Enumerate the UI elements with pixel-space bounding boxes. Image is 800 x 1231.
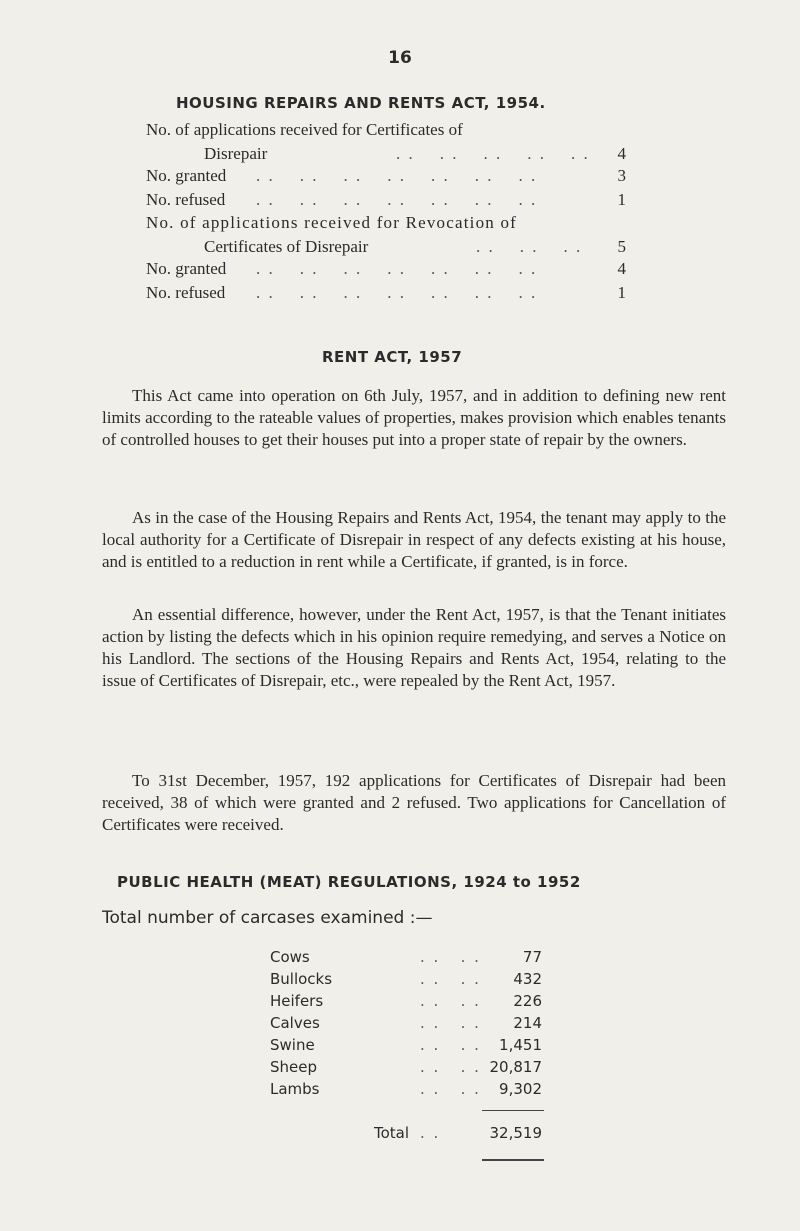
leader-dots: . . . . . . . . . . bbox=[396, 144, 590, 163]
carcass-name: Calves bbox=[270, 1014, 320, 1032]
leader-dots: . . . . bbox=[420, 1058, 481, 1076]
leader-dots: . . . . . . . . . . . . . . bbox=[256, 259, 538, 278]
carcass-count: 432 bbox=[513, 970, 542, 988]
leader-dots: . . . . bbox=[420, 992, 481, 1010]
total-label: Total bbox=[374, 1124, 410, 1142]
carcass-count: 226 bbox=[513, 992, 542, 1010]
carcass-name: Sheep bbox=[270, 1058, 318, 1076]
total-rule-bottom bbox=[482, 1159, 544, 1161]
rent-act-paragraph: To 31st December, 1957, 192 applications for Certificates of Disrepair had been received, 38 of which were granted and 2 refused. Two applications for Cancellation of Certificates were received. bbox=[102, 771, 726, 834]
meat-intro: Total number of carcases examined :— bbox=[102, 908, 433, 928]
row-value: 3 bbox=[617, 166, 626, 185]
leader-dots: . . bbox=[420, 1124, 441, 1142]
housing-heading: HOUSING REPAIRS AND RENTS ACT, 1954. bbox=[176, 94, 546, 112]
leader-dots: . . . . . . bbox=[476, 237, 583, 256]
meat-heading: PUBLIC HEALTH (MEAT) REGULATIONS, 1924 to 1952 bbox=[117, 873, 581, 891]
leader-dots: . . . . bbox=[420, 1080, 481, 1098]
leader-dots: . . . . bbox=[420, 948, 481, 966]
row-value: 5 bbox=[617, 237, 626, 256]
rent-act-paragraph: This Act came into operation on 6th July, 1957, and in addition to defining new rent limits according to the rateable values of properties, makes provision which enables tenants of controlled houses to get their houses put into a proper state of repair by the owners. bbox=[102, 386, 726, 449]
leader-dots: . . . . . . . . . . . . . . bbox=[256, 283, 538, 302]
rent-act-paragraph: As in the case of the Housing Repairs and Rents Act, 1954, the tenant may apply to the local authority for a Certificate of Disrepair in respect of any defects existing at his house, and is entitled to a reduction in rent while a Certificate, if granted, is in force. bbox=[102, 508, 726, 571]
row-value: 4 bbox=[617, 144, 626, 163]
row-label: No. of applications received for Certificates of bbox=[146, 120, 463, 139]
row-label: No. refused bbox=[146, 190, 226, 209]
leader-dots: . . . . bbox=[420, 1014, 481, 1032]
carcass-count: 77 bbox=[522, 948, 542, 966]
row-label: No. refused bbox=[146, 283, 226, 302]
row-value: 4 bbox=[617, 259, 626, 278]
row-value: 1 bbox=[617, 283, 626, 302]
carcass-name: Swine bbox=[270, 1036, 315, 1054]
leader-dots: . . . . . . . . . . . . . . bbox=[256, 190, 538, 209]
carcass-count: 1,451 bbox=[499, 1036, 542, 1054]
rent-act-paragraph: An essential difference, however, under the Rent Act, 1957, is that the Tenant initiates action by listing the defects which in his opinion require remedying, and serves a Notice on his Landlord. The sections of the Housing Repairs and Rents Act, 1954, relating to the issue of Certificates of Disrepair, etc., were repealed by the Rent Act, 1957. bbox=[102, 605, 726, 690]
row-label: Certificates of Disrepair bbox=[204, 237, 369, 256]
carcass-name: Lambs bbox=[270, 1080, 320, 1098]
total-rule-top bbox=[482, 1110, 544, 1111]
carcass-count: 20,817 bbox=[489, 1058, 542, 1076]
row-label: No. granted bbox=[146, 166, 227, 185]
rent-act-heading: RENT ACT, 1957 bbox=[322, 348, 463, 366]
carcass-count: 9,302 bbox=[499, 1080, 542, 1098]
row-label: Disrepair bbox=[204, 144, 268, 163]
carcass-count: 214 bbox=[513, 1014, 542, 1032]
carcass-name: Heifers bbox=[270, 992, 324, 1010]
total-value: 32,519 bbox=[489, 1124, 542, 1142]
leader-dots: . . . . bbox=[420, 970, 481, 988]
row-label: No. granted bbox=[146, 259, 227, 278]
carcass-name: Bullocks bbox=[270, 970, 333, 988]
row-label: No. of applications received for Revocation of bbox=[146, 213, 518, 232]
row-value: 1 bbox=[617, 190, 626, 209]
leader-dots: . . . . bbox=[420, 1036, 481, 1054]
leader-dots: . . . . . . . . . . . . . . bbox=[256, 166, 538, 185]
page-number: 16 bbox=[388, 48, 412, 68]
carcass-name: Cows bbox=[270, 948, 310, 966]
